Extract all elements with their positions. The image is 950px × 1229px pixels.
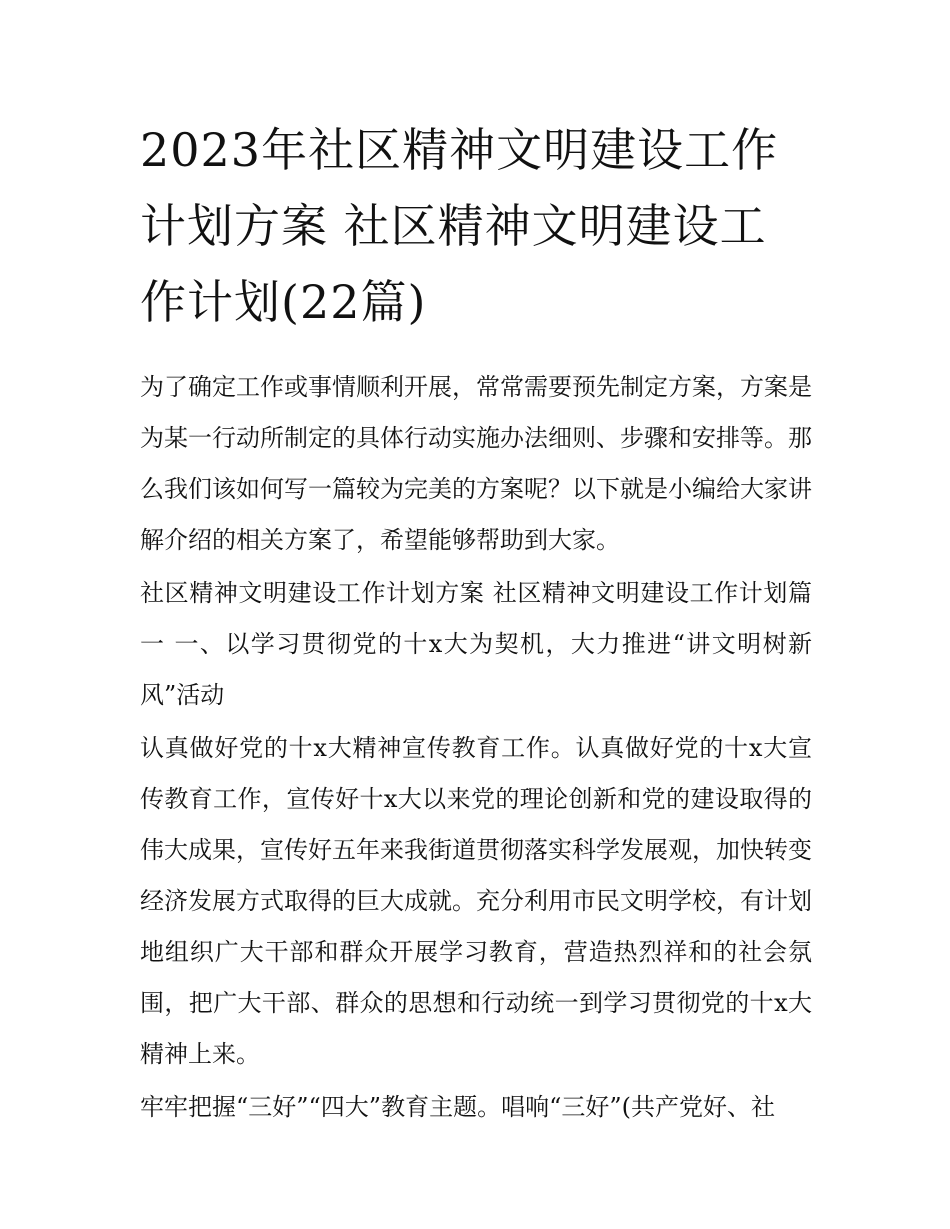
document-body bbox=[140, 112, 812, 1135]
paragraph-continued: 牢牢把握“三好”“四大”教育主题。唱响“三好”(共产党好、社 bbox=[140, 1093, 775, 1121]
paragraph-section-heading: 社区精神文明建设工作计划方案 社区精神文明建设工作计划篇一 一、以学习贯彻党的十x大为契机，大力推进“讲文明树新风”活动 bbox=[140, 579, 812, 709]
paragraph-body: 认真做好党的十x大精神宣传教育工作。认真做好党的十x大宣传教育工作，宣传好十x大以来党的理论创新和党的建设取得的伟大成果，宣传好五年来我街道贯彻落实科学发展观，加快转变经济发展方式取得的巨大成就。充分利用市民文明学校，有计划地组织广大干部和群众开展学习教育，营造热烈祥和的社会氛围，把广大干部、群众的思想和行动统一到学习贯彻党的十x大精神上来。 bbox=[140, 734, 812, 1068]
document-title: 2023年社区精神文明建设工作计划方案 社区精神文明建设工作计划(22篇) bbox=[140, 123, 779, 329]
paragraph-intro: 为了确定工作或事情顺利开展，常常需要预先制定方案，方案是为某一行动所制定的具体行动实施办法细则、步骤和安排等。那么我们该如何写一篇较为完美的方案呢？以下就是小编给大家讲解介绍的相关方案了，希望能够帮助到大家。 bbox=[140, 373, 812, 554]
